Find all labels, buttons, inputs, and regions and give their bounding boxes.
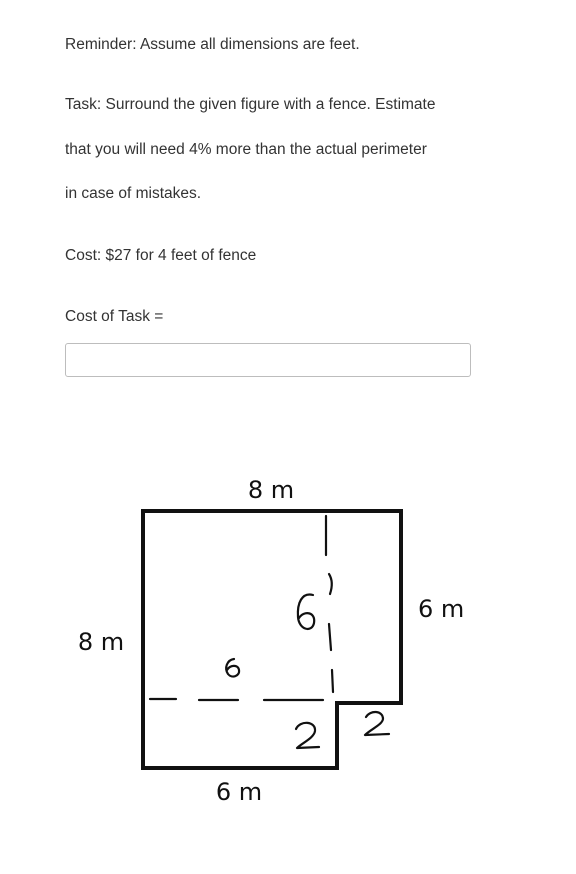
handwritten-two-notch-right [365,712,389,735]
task-text-line-3: in case of mistakes. [65,185,202,202]
handwritten-six-vertical [298,595,314,631]
right-dimension-label: 6 m [418,595,465,623]
left-dimension-label: 8 m [77,628,125,656]
top-dimension-label: 8 m [247,476,295,504]
reminder-text: Reminder: Assume all dimensions are feet. [65,36,360,53]
task-text-line-2: that you will need 4% more than the actual perimeter [65,141,427,158]
svg-text:6: 6 [303,630,304,631]
handwritten-vertical-dash-line [326,516,333,692]
figure-outline [143,511,401,768]
handwritten-six-horizontal [226,659,239,677]
cost-answer-input[interactable] [65,343,471,377]
svg-text:2: 2 [375,733,376,734]
fence-figure [0,460,576,820]
svg-text:6: 6 [230,676,231,677]
handwritten-horizontal-dash-line [150,699,323,700]
cost-text: Cost: $27 for 4 feet of fence [65,247,257,264]
task-text-line-1: Task: Surround the given figure with a fence. Estimate [65,96,436,113]
svg-text:2: 2 [305,745,306,746]
handwritten-two-notch-left [296,723,319,748]
bottom-dimension-label: 6 m [215,778,263,806]
cost-of-task-label: Cost of Task = [65,308,164,325]
